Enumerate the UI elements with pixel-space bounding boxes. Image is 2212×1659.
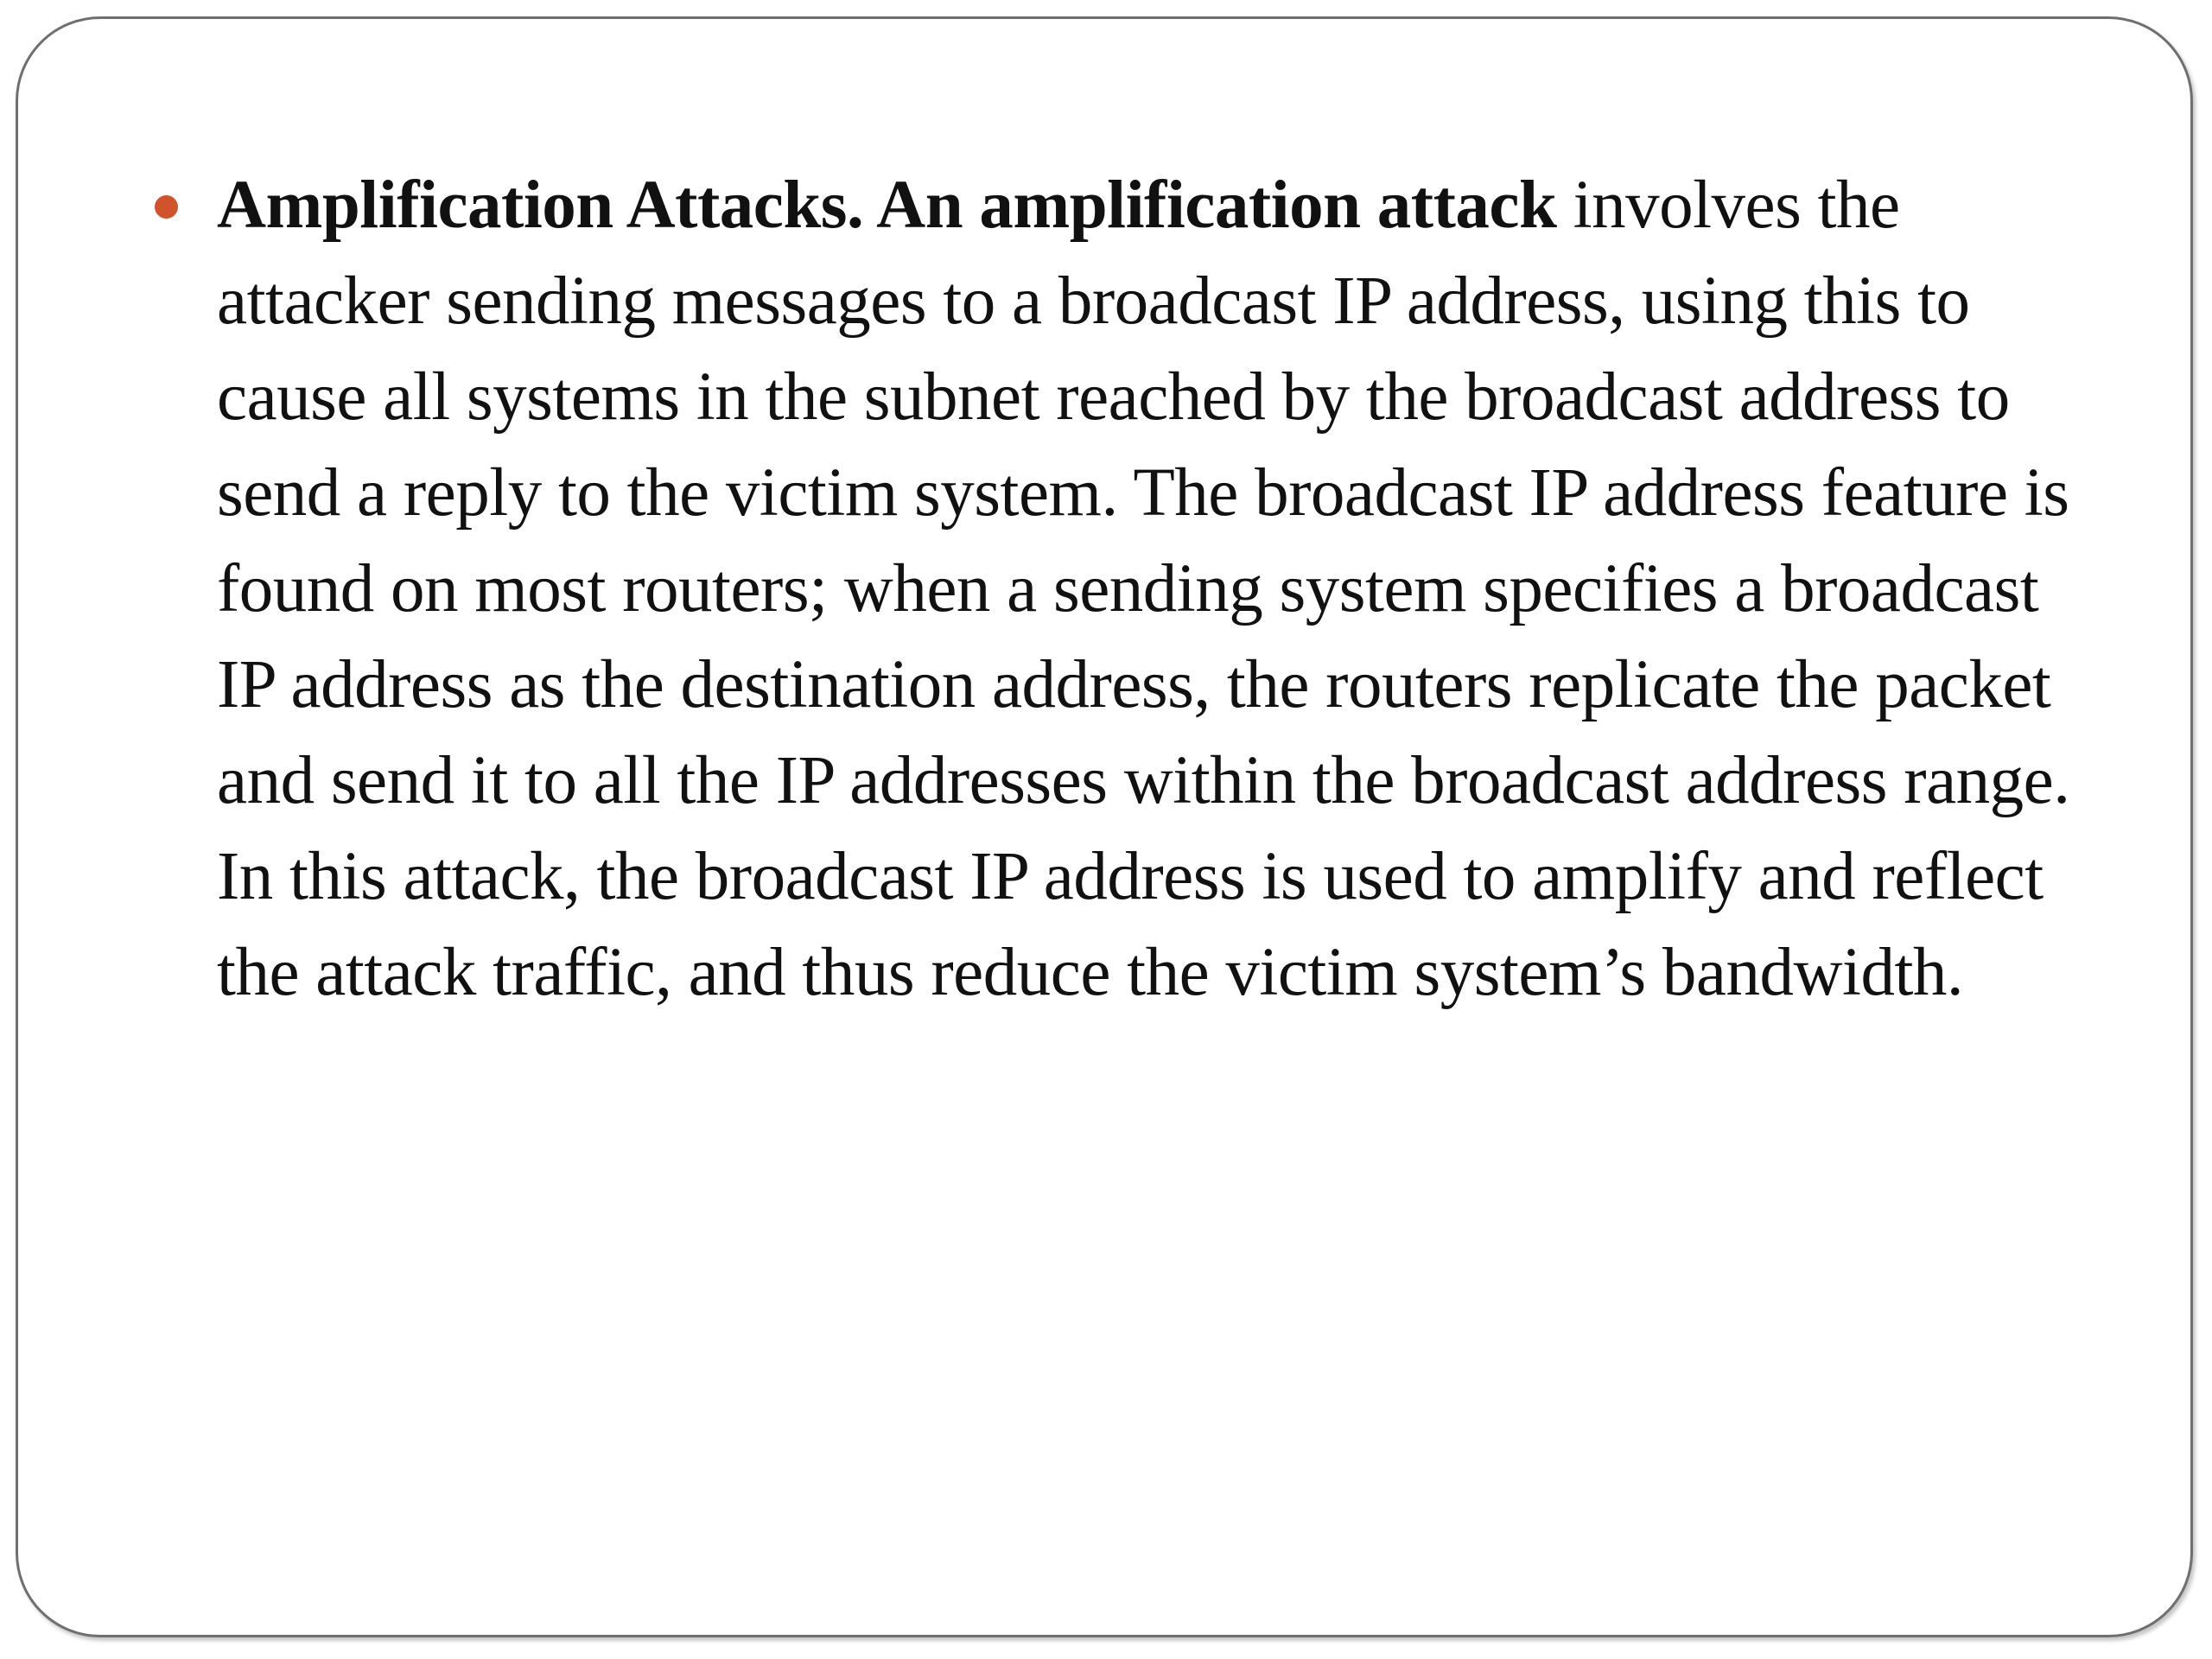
- slide-content: [217, 157, 2092, 1020]
- body-text: involves the attacker sending messages to a broadcast IP address, using this to cause all systems in the subnet reached by the broadcast address to send a reply to the victim system. The broadcast IP address feature is found on most routers; when a sending system specifies a broadcast IP address as the destination address, the routers replicate the packet and send it to all the IP addresses within the broadcast address range. In this attack, the broadcast IP address is used to amplify and reflect the attack traffic, and thus reduce the victim system’s bandwidth.: [217, 168, 2070, 1010]
- bullet-dot-icon: [155, 195, 178, 219]
- bullet-paragraph: [217, 157, 2092, 1020]
- bold-lead-text: Amplification Attacks. An amplification attack: [217, 168, 1557, 243]
- slide-frame: [16, 16, 2193, 1637]
